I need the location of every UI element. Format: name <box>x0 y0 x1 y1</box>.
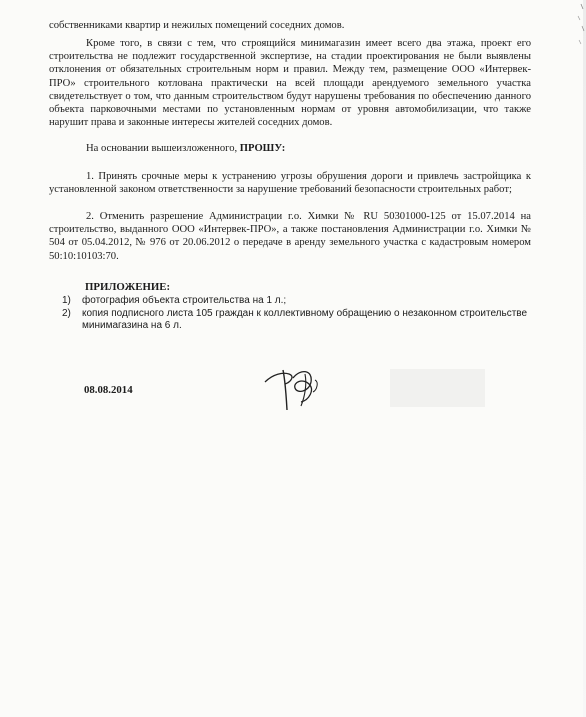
request-intro-text: На основании вышеизложенного, <box>86 143 240 154</box>
paragraph-main: Кроме того, в связи с тем, что строящийся минимагазин имеет всего два этажа, проект его строительства не подлежит государственной экспертизе, на стадии проектирования не были выявлены отклонения от обязательных строительным норм и правил. Между тем, размещение ООО «Интервек-ПРО» строительного котлована практически на всей площади арендуемого земельного участка свидетельствует о том, что данным строительством будут нарушены требования по обеспечению данного объекта парковочными местами по установленным нормам от уровня автомобилизации, что также нарушит права и законные интересы жителей соседних домов. <box>49 38 531 129</box>
attachment-number: 2) <box>62 307 71 319</box>
redacted-name-area <box>390 369 485 407</box>
request-item-2: 2. Отменить разрешение Администрации г.о. Химки № RU 50301000-125 от 15.07.2014 на строительство, выданного ООО «Интервек-ПРО», а также постановления Администрации г.о. Химки № 504 от 05.04.2012, № 976 от 20.06.2012 о передаче в аренду земельного участка с кадастровым номером 50:10:10103:70. <box>49 211 531 262</box>
paragraph-continuation: собственниками квартир и нежилых помещений соседних домов. <box>49 20 345 31</box>
attachments-heading: ПРИЛОЖЕНИЕ: <box>85 281 171 293</box>
request-intro <box>49 142 285 155</box>
request-item-1: 1. Принять срочные меры к устранению угрозы обрушения дороги и привлечь застройщика к установленной законом ответственности за нарушение требований безопасности строительных работ; <box>49 171 531 196</box>
request-heading: ПРОШУ: <box>239 143 286 154</box>
attachment-item <box>62 295 532 308</box>
attachment-item <box>62 308 532 333</box>
scan-noise-marks <box>572 0 586 60</box>
handwritten-signature <box>255 360 335 420</box>
attachment-text: копия подписного листа 105 граждан к коллективному обращению о незаконном строительстве минимагазина на 6 л. <box>82 307 528 331</box>
document-date: 08.08.2014 <box>84 384 133 396</box>
attachments-list <box>62 295 532 333</box>
attachment-number: 1) <box>62 295 71 306</box>
attachment-text: фотография объекта строительства на 1 л.; <box>82 295 287 306</box>
